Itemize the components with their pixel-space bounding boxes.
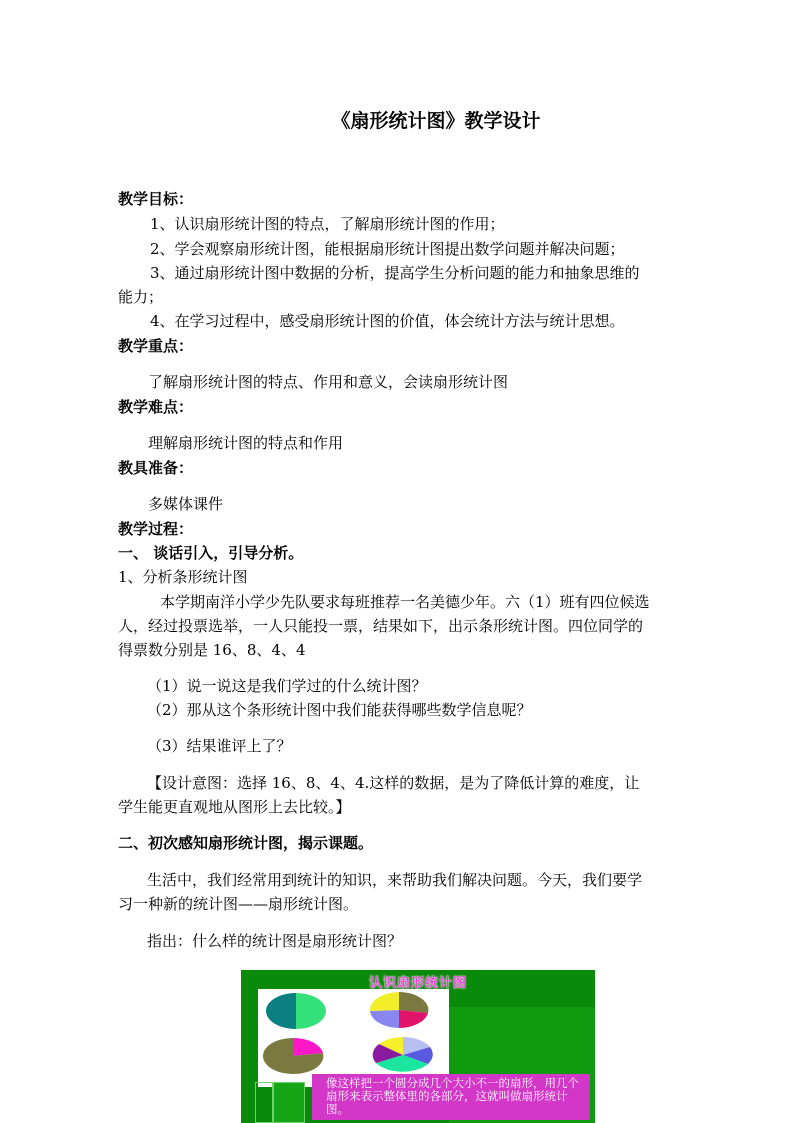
slide-frame-left [255,1082,273,1123]
goal-2: 2、学会观察扇形统计图，能根据扇形统计图提出数学问题并解决问题； [150,240,625,258]
para-2-line-1: 生活中，我们经常用到统计的知识，来帮助我们解决问题。今天，我们要学 [147,871,643,889]
section-1-heading: 一、 谈话引入，引导分析。 [118,544,304,562]
pie-2 [370,992,428,1028]
slide-image [241,970,595,1123]
goals-heading: 教学目标： [118,190,194,208]
design-intent-line-2: 学生能更直观地从图形上去比较。】 [118,798,351,816]
pie-examples [258,989,449,1087]
goal-3-cont: 能力； [118,288,164,306]
point-question: 指出：什么样的统计图是扇形统计图？ [147,932,403,950]
goal-3: 3、通过扇形统计图中数据的分析，提高学生分析问题的能力和抽象思维的 [150,264,640,282]
subsection-1: 1、分析条形统计图 [118,568,248,586]
para-1-line-1: 本学期南洋小学少先队要求每班推荐一名美德少年。六（1）班有四位候选 [160,593,650,611]
question-3: （3）结果谁评上了？ [147,737,292,755]
design-intent-line-1: 【设计意图：选择 16、8、4、4.这样的数据，是为了降低计算的难度，让 [147,774,640,792]
process-heading: 教学过程： [118,520,194,538]
pie-3 [263,1038,323,1074]
slide-caption: 像这样把一个圆分成几个大小不一的扇形，用几个扇形来表示整体里的各部分，这就叫做扇形统计图。 [312,1074,590,1120]
slide-title: 认识扇形统计图 [368,976,467,991]
prep-heading: 教具准备： [118,459,194,477]
para-1-line-3: 得票数分别是 16、8、4、4 [118,641,306,659]
goal-1: 1、认识扇形统计图的特点，了解扇形统计图的作用； [150,215,505,233]
para-2-line-2: 习一种新的统计图——扇形统计图。 [118,895,359,913]
question-2: （2）那从这个条形统计图中我们能获得哪些数学信息呢？ [147,701,532,719]
pie-1 [266,993,326,1029]
goal-4: 4、在学习过程中，感受扇形统计图的价值，体会统计方法与统计思想。 [150,312,625,330]
section-2-heading: 二、初次感知扇形统计图，揭示课题。 [118,834,374,852]
key-text: 了解扇形统计图的特点、作用和意义，会读扇形统计图 [148,373,509,391]
para-1-line-2: 人，经过投票选举，一人只能投一票，结果如下，出示条形统计图。四位同学的 [118,617,644,635]
document-title: 《扇形统计图》教学设计 [331,110,541,132]
prep-text: 多媒体课件 [148,495,224,513]
difficulty-heading: 教学难点： [118,398,194,416]
key-heading: 教学重点： [118,337,194,355]
pie-4 [373,1037,433,1072]
difficulty-text: 理解扇形统计图的特点和作用 [148,434,344,452]
slide-frame-right [273,1082,305,1123]
question-1: （1）说一说这是我们学过的什么统计图？ [147,677,427,695]
